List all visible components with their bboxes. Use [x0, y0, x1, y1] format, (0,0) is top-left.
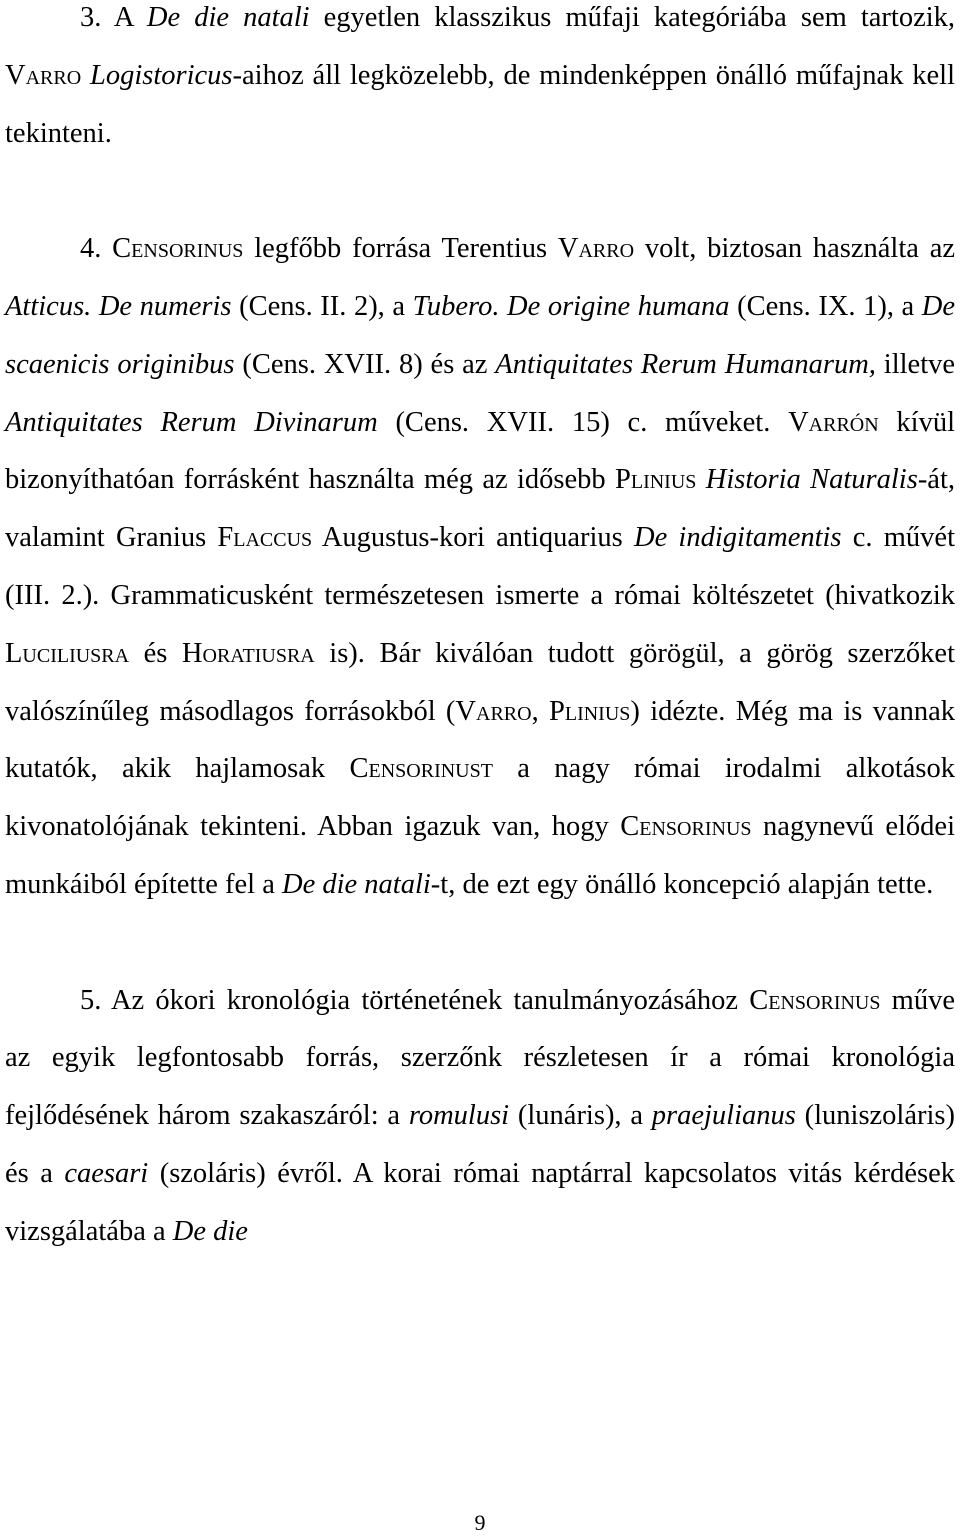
- italic-text: Antiquitates Rerum Humanarum,: [495, 348, 876, 380]
- text-run: ) idézte. Még ma is vannak kutatók, akik hajlamosak: [5, 695, 955, 785]
- italic-text: De die natali: [146, 2, 310, 33]
- text-run: Augustus-kori antiquarius: [312, 522, 634, 554]
- italic-text: De die: [172, 1215, 248, 1247]
- text-run: (Cens. II. 2), a: [231, 290, 413, 322]
- italic-text: caesari: [64, 1157, 149, 1189]
- text-run: kívül bizonyíthatóan forrásként használta még az idősebb: [5, 406, 955, 496]
- small-caps-name: Varrón: [788, 406, 879, 438]
- text-run: legfőbb forrása Terentius: [243, 233, 558, 265]
- small-caps-name: Plinius: [549, 695, 631, 727]
- small-caps-name: Censorinus: [620, 811, 752, 843]
- text-run: 5. Az ókori kronológia történetének tanulmányozásához: [80, 984, 750, 1016]
- small-caps-name: Varro: [557, 233, 635, 265]
- text-run: ,: [531, 695, 550, 727]
- text-run: (Cens. IX. 1), a: [729, 290, 922, 322]
- text-run: [81, 60, 90, 91]
- italic-text: De scaenicis originibus: [5, 290, 955, 380]
- text-run: illetve: [875, 348, 956, 380]
- text-run: nagynevű elődei munkáiból építette fel a: [5, 811, 955, 900]
- text-run: c. művét (III. 2.). Grammaticusként természetesen ismerte a római költészetet (hivatkozik: [5, 522, 955, 611]
- text-run: (szoláris) évről. A korai római naptárral kapcsolatos vitás kérdések vizsgálatába a: [5, 1157, 955, 1247]
- text-run: 3. A: [80, 2, 147, 33]
- italic-text: praejulianus: [651, 1100, 796, 1132]
- small-caps-name: Censorinust: [349, 753, 493, 785]
- italic-text: De indigitamentis: [633, 522, 842, 554]
- text-run: is). Bár kiválóan tudott görögül, a görög szerzőket valószínűleg másodlagos forrásokból (: [5, 637, 955, 727]
- paragraph-3: [5, 0, 955, 162]
- small-caps-name: Varro: [455, 695, 532, 727]
- text-run: (luniszoláris) és a: [5, 1100, 955, 1189]
- text-run: egyetlen klasszikus műfaji kategóriába sem tartozik,: [309, 2, 956, 33]
- italic-text: Tubero. De origine humana: [412, 290, 730, 322]
- italic-text: De die natali: [281, 868, 431, 900]
- small-caps-name: Horatiusra: [181, 637, 315, 669]
- text-run: műve az egyik legfontosabb forrás, szerzőnk részletesen ír a római kronológia fejlődésének három szakaszáról: a: [5, 984, 955, 1132]
- italic-text: Logistoricus: [89, 59, 233, 91]
- small-caps-name: Censorinus: [112, 233, 244, 265]
- italic-text: Antiquitates Rerum Divinarum: [5, 406, 378, 438]
- text-run: -át, valamint Granius: [5, 464, 955, 554]
- text-run: és: [129, 637, 182, 669]
- paragraph-4: [5, 220, 955, 914]
- text-run: 4.: [80, 233, 113, 265]
- text-run: (lunáris), a: [509, 1100, 652, 1132]
- text-run: -t, de ezt egy önálló koncepció alapján tette.: [430, 868, 934, 900]
- text-run: (Cens. XVII. 8) és az: [234, 348, 496, 380]
- italic-text: romulusi: [408, 1100, 510, 1132]
- text-run: volt, biztosan használta az: [634, 233, 956, 265]
- italic-text: Atticus. De numeris: [5, 290, 232, 322]
- paragraph-5: [5, 972, 955, 1261]
- small-caps-name: Plinius: [615, 464, 697, 496]
- small-caps-name: Flaccus: [217, 522, 313, 554]
- text-run: [696, 464, 705, 495]
- text-run: a nagy római irodalmi alkotások kivonatolójának tekinteni. Abban igazuk van, hogy: [5, 753, 955, 843]
- italic-text: Historia Naturalis: [705, 464, 918, 496]
- text-run: (Cens. XVII. 15) c. műveket.: [377, 406, 789, 438]
- text-run: -aihoz áll legközelebb, de mindenképpen önálló műfajnak kell tekinteni.: [5, 59, 956, 149]
- small-caps-name: Varro: [5, 59, 82, 91]
- small-caps-name: Censorinus: [749, 984, 881, 1016]
- page-number: 9: [474, 1510, 486, 1535]
- document-page: [5, 0, 955, 1261]
- small-caps-name: Luciliusra: [5, 637, 130, 669]
